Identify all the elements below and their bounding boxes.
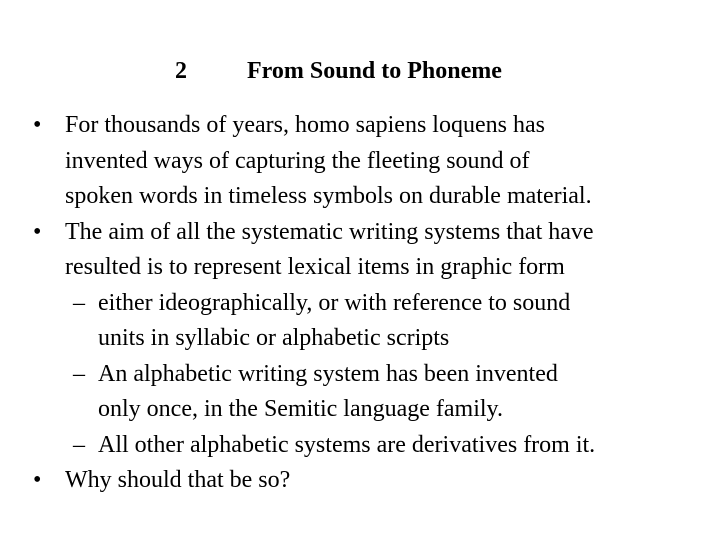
sub-bullet-line: All other alphabetic systems are derivatives from it. [98, 431, 596, 458]
slide-title-text: From Sound to Phoneme [247, 58, 502, 84]
sub-bullet-line: either ideographically, or with reference to sound [98, 289, 571, 316]
sub-bullet-line: only once, in the Semitic language family. [98, 396, 503, 422]
sub-bullet-line: An alphabetic writing system has been invented [98, 360, 558, 387]
bullet-marker: • [33, 218, 42, 245]
bullet-marker: • [33, 467, 42, 493]
bullet-line: The aim of all the systematic writing systems that have [65, 218, 594, 245]
bullet-line: resulted is to represent lexical items in graphic form [65, 254, 565, 280]
bullet-marker: • [33, 112, 42, 138]
bullet-line: spoken words in timeless symbols on durable material. [65, 183, 592, 209]
sub-bullet-marker: – [73, 431, 85, 458]
bullet-line: invented ways of capturing the fleeting sound of [65, 147, 530, 174]
sub-bullet-line: units in syllabic or alphabetic scripts [98, 325, 450, 351]
sub-bullet-marker: – [73, 360, 85, 387]
bullet-line: Why should that be so? [65, 467, 291, 493]
slide-number: 2 [175, 58, 187, 84]
bullet-line: For thousands of years, homo sapiens loquens has [65, 112, 545, 138]
sub-bullet-marker: – [73, 289, 85, 316]
